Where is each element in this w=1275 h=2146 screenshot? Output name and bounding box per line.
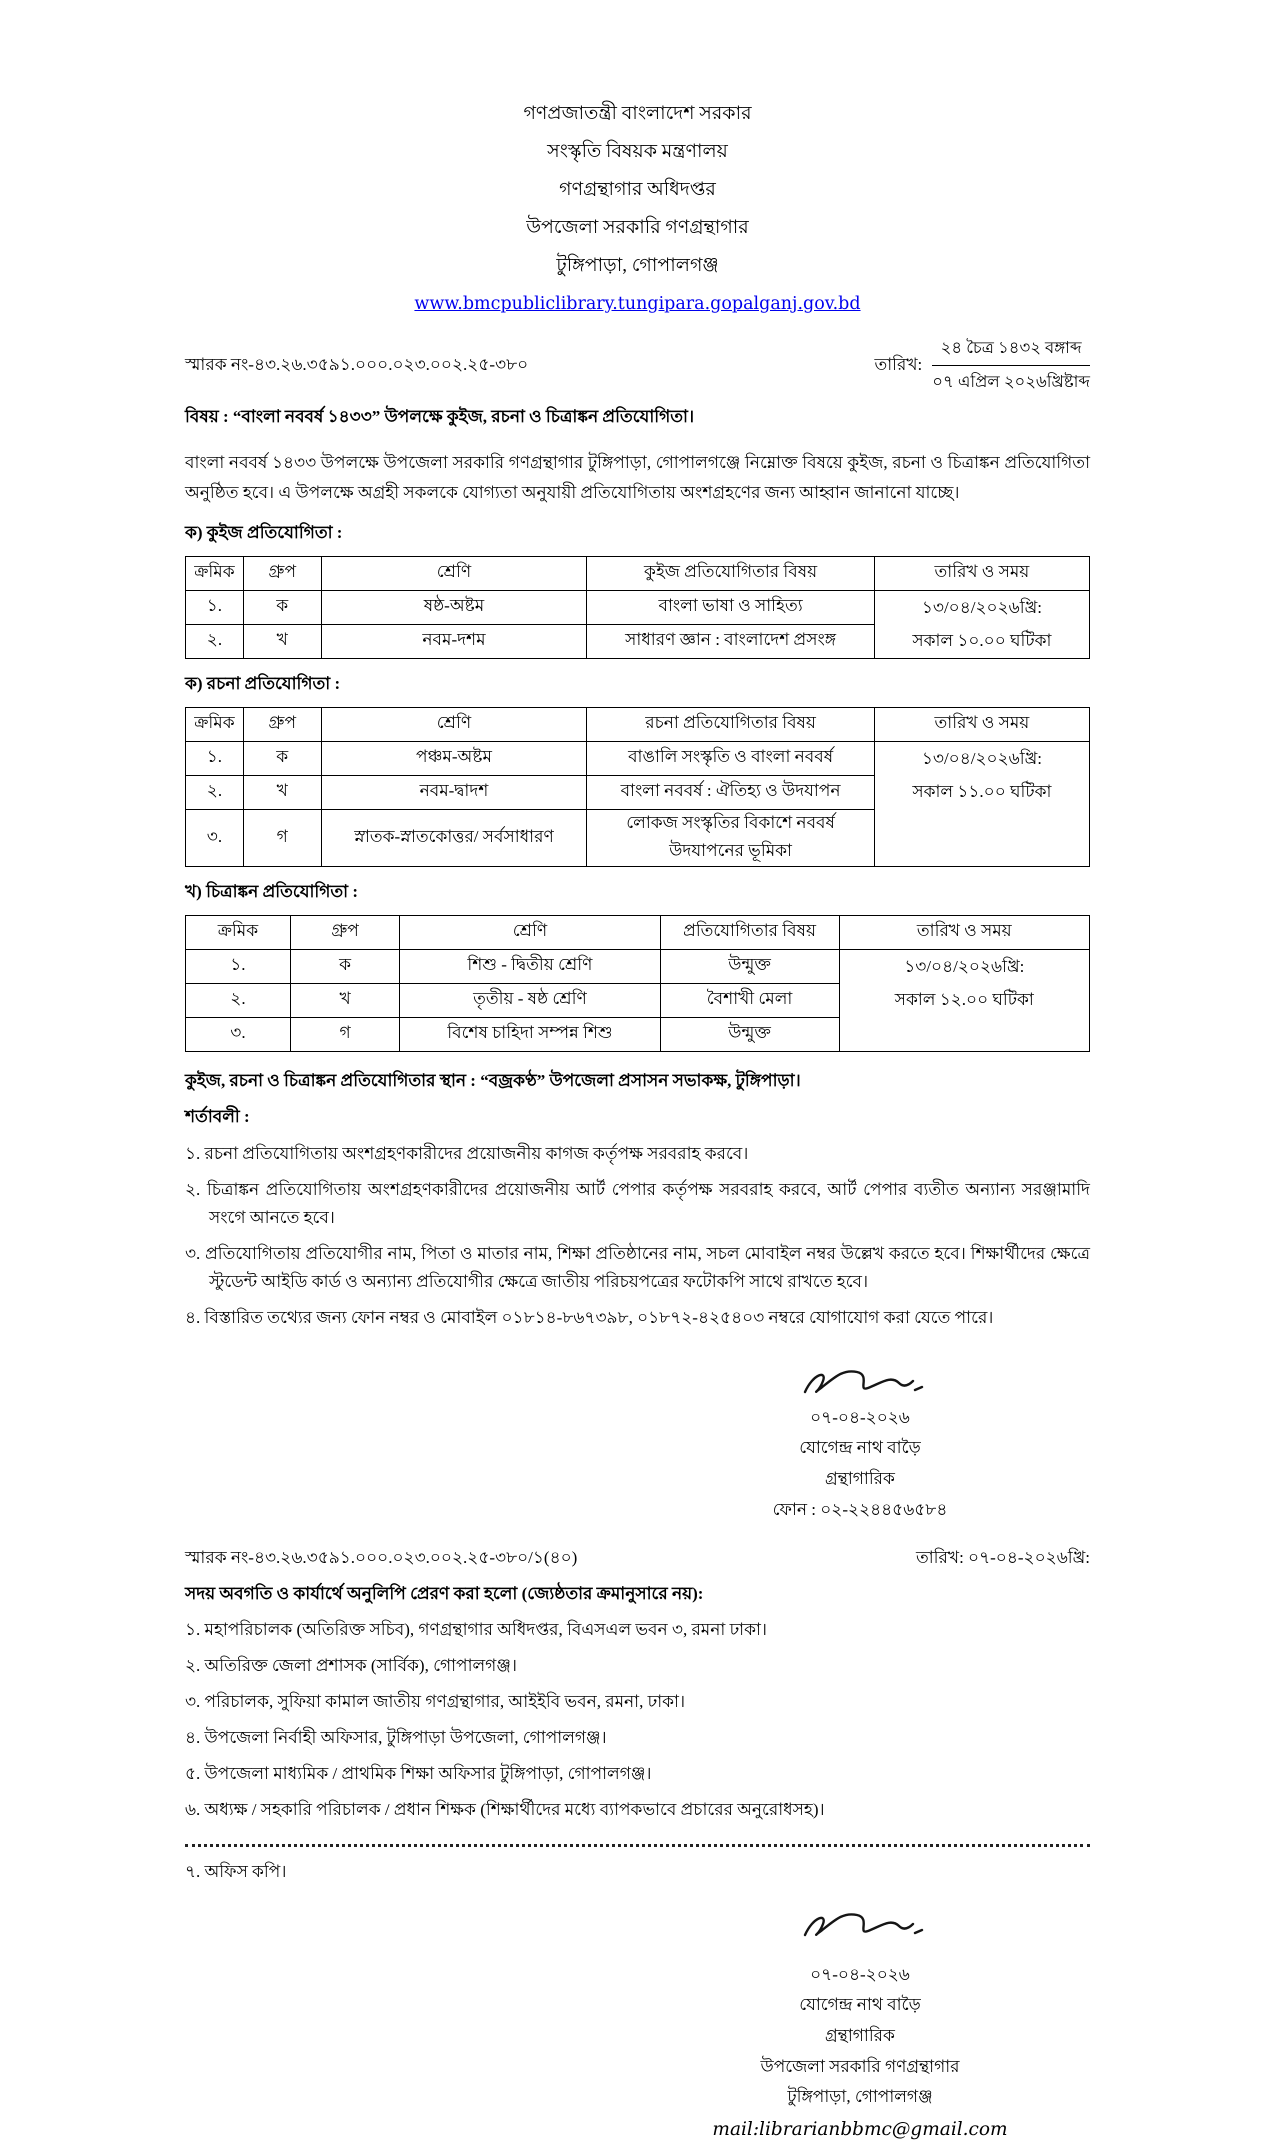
signatory-title: গ্রন্থাগারিক [825, 1468, 895, 1488]
signatory-phone: ফোন : ০২-২২৪৪৫৬৫৮৪ [772, 1499, 948, 1519]
library-location: টুঙ্গিপাড়া, গোপালগঞ্জ [556, 255, 719, 276]
ministry-name: সংস্কৃতি বিষয়ক মন্ত্রণালয় [547, 141, 728, 162]
signature-image [795, 1362, 925, 1406]
time-line: সকাল ১১.০০ ঘটিকা [912, 781, 1052, 801]
cell-serial: ৩. [186, 1017, 291, 1051]
cell-group: ক [290, 949, 399, 983]
memo-number: স্মারক নং-৪৩.২৬.৩৫৯১.০০০.০২৩.০০২.২৫-৩৮০ [185, 354, 529, 374]
website-link[interactable]: www.bmcpubliclibrary.tungipara.gopalganj.gov.bd [414, 294, 861, 314]
cell-topic: বাঙালি সংস্কৃতি ও বাংলা নববর্ষ [587, 741, 874, 775]
cell-serial: ২. [186, 983, 291, 1017]
cell-serial: ১. [186, 590, 244, 624]
table-row [186, 741, 1090, 775]
subject-line: বিষয় : “বাংলা নববর্ষ ১৪৩৩” উপলক্ষে কুইজ, রচনা ও চিত্রাঙ্কন প্রতিযোগিতা। [185, 407, 695, 426]
time-line: সকাল ১০.০০ ঘটিকা [912, 630, 1052, 650]
col-header-serial: ক্রমিক [186, 556, 244, 590]
cell-group: খ [290, 983, 399, 1017]
col-header-datetime: তারিখ ও সময় [874, 707, 1089, 741]
cell-topic: বাংলা নববর্ষ : ঐতিহ্য ও উদযাপন [587, 775, 874, 809]
signatory-org: উপজেলা সরকারি গণগ্রন্থাগার [760, 2056, 960, 2076]
date-bangla: ২৪ চৈত্র ১৪৩২ বঙ্গাব্দ [932, 335, 1090, 366]
cell-class: নবম-দ্বাদশ [321, 775, 587, 809]
date-line: ১৩/০৪/২০২৬খ্রি: [921, 597, 1042, 617]
cell-serial: ২. [186, 624, 244, 658]
cell-class: ষষ্ঠ-অষ্টম [321, 590, 587, 624]
cell-group: খ [243, 624, 321, 658]
section-title-quiz: ক) কুইজ প্রতিযোগিতা : [185, 522, 343, 542]
signatory-name: যোগেন্দ্র নাথ বাড়ৈ [799, 1995, 921, 2015]
section-title-drawing: খ) চিত্রাঙ্কন প্রতিযোগিতা : [185, 881, 359, 901]
col-header-group: গ্রুপ [243, 556, 321, 590]
term-item-4: ৪. বিস্তারিত তথ্যের জন্য ফোন নম্বর ও মোবাইল ০১৮১৪-৮৬৭৩৯৮, ০১৮৭২-৪২৫৪০৩ নম্বরে যোগাযোগ করা যেতে পারে। [185, 1307, 994, 1327]
govt-title: গণপ্রজাতন্ত্রী বাংলাদেশ সরকার [523, 103, 752, 124]
cell-datetime [874, 590, 1089, 658]
cell-topic: উন্মুক্ত [660, 949, 839, 983]
distribution-intro: সদয় অবগতি ও কার্যার্থে অনুলিপি প্রেরণ করা হলো (জ্যেষ্ঠতার ক্রমানুসারে নয়): [185, 1584, 704, 1604]
table-header-row [186, 707, 1090, 741]
signatory-email: mail:librarianbbmc@gmail.com [712, 2118, 1008, 2140]
date-fraction [932, 335, 1090, 396]
cell-group: ক [243, 741, 321, 775]
essay-table [185, 707, 1090, 867]
col-header-datetime: তারিখ ও সময় [839, 915, 1089, 949]
venue-line: কুইজ, রচনা ও চিত্রাঙ্কন প্রতিযোগিতার স্থান : “বজ্রকণ্ঠ” উপজেলা প্রসাসন সভাকক্ষ, টুঙ্গিপাড়া। [185, 1070, 801, 1090]
cell-topic: লোকজ সংস্কৃতির বিকাশে নববর্ষ উদযাপনের ভূমিকা [587, 809, 874, 866]
date-block [874, 335, 1090, 396]
date-label: তারিখ: [874, 354, 923, 374]
cell-group: ক [243, 590, 321, 624]
term-item-2: ২. চিত্রাঙ্কন প্রতিযোগিতায় অংশগ্রহণকারীদের প্রয়োজনীয় আর্ট পেপার কর্তৃপক্ষ সরবরাহ করবে, আর্ট পেপার ব্যতীত অন্যান্য সরঞ্জামাদি সংগে আনতে হবে। [185, 1179, 1090, 1227]
col-header-serial: ক্রমিক [186, 915, 291, 949]
time-line: সকাল ১২.০০ ঘটিকা [894, 989, 1034, 1009]
memo-line-1 [185, 335, 1090, 396]
col-header-class: শ্রেণি [321, 556, 587, 590]
quiz-table [185, 556, 1090, 659]
drawing-table [185, 915, 1090, 1052]
cell-topic: সাধারণ জ্ঞান : বাংলাদেশ প্রসংঙ্গ [587, 624, 874, 658]
signatory-place: টুঙ্গিপাড়া, গোপালগঞ্জ [787, 2087, 933, 2107]
cell-topic: বৈশাখী মেলা [660, 983, 839, 1017]
col-header-class: শ্রেণি [321, 707, 587, 741]
cell-class: শিশু - দ্বিতীয় শ্রেণি [400, 949, 660, 983]
distribution-item-1: ১. মহাপরিচালক (অতিরিক্ত সচিব), গণগ্রন্থাগার অধিদপ্তর, বিএসএল ভবন ৩, রমনা ঢাকা। [185, 1620, 768, 1640]
col-header-datetime: তারিখ ও সময় [874, 556, 1089, 590]
directorate-name: গণগ্রন্থাগার অধিদপ্তর [559, 179, 716, 200]
memo-line-2 [185, 1545, 1090, 1573]
letterhead [185, 95, 1090, 323]
signature-block-1 [700, 1362, 1020, 1525]
terms-title: শর্তাবলী : [185, 1106, 250, 1126]
col-header-group: গ্রুপ [290, 915, 399, 949]
cell-class: তৃতীয় - ষষ্ঠ শ্রেণি [400, 983, 660, 1017]
signature-block-2 [680, 1905, 1040, 2146]
cell-group: খ [243, 775, 321, 809]
table-header-row [186, 915, 1090, 949]
cell-serial: ৩. [186, 809, 244, 866]
cell-topic: বাংলা ভাষা ও সাহিত্য [587, 590, 874, 624]
cell-class: পঞ্চম-অষ্টম [321, 741, 587, 775]
distribution-item-3: ৩. পরিচালক, সুফিয়া কামাল জাতীয় গণগ্রন্থাগার, আইইবি ভবন, রমনা, ঢাকা। [185, 1692, 686, 1712]
cell-topic: উন্মুক্ত [660, 1017, 839, 1051]
col-header-group: গ্রুপ [243, 707, 321, 741]
col-header-topic: প্রতিযোগিতার বিষয় [660, 915, 839, 949]
cell-class: নবম-দশম [321, 624, 587, 658]
cell-serial: ১. [186, 949, 291, 983]
memo-number-2: স্মারক নং-৪৩.২৬.৩৫৯১.০০০.০২৩.০০২.২৫-৩৮০/১(৪০) [185, 1548, 578, 1568]
distribution-item-5: ৫. উপজেলা মাধ্যমিক / প্রাথমিক শিক্ষা অফিসার টুঙ্গিপাড়া, গোপালগঞ্জ। [185, 1764, 652, 1784]
cell-class: বিশেষ চাহিদা সম্পন্ন শিশু [400, 1017, 660, 1051]
date-line: ১৩/০৪/২০২৬খ্রি: [904, 956, 1025, 976]
signature-date: ০৭-০৪-২০২৬ [810, 1964, 910, 1984]
date-line: ১৩/০৪/২০২৬খ্রি: [921, 748, 1042, 768]
cell-serial: ১. [186, 741, 244, 775]
cell-group: গ [290, 1017, 399, 1051]
distribution-item-6: ৬. অধ্যক্ষ / সহকারি পরিচালক / প্রধান শিক্ষক (শিক্ষার্থীদের মধ্যে ব্যাপকভাবে প্রচারের অনুরোধসহ)। [185, 1800, 825, 1820]
cell-group: গ [243, 809, 321, 866]
signatory-name: যোগেন্দ্র নাথ বাড়ৈ [799, 1438, 921, 1458]
office-copy-line: ৭. অফিস কপি। [185, 1862, 287, 1882]
signature-image [795, 1905, 925, 1949]
signatory-title: গ্রন্থাগারিক [825, 2025, 895, 2045]
col-header-topic: কুইজ প্রতিযোগিতার বিষয় [587, 556, 874, 590]
cell-serial: ২. [186, 775, 244, 809]
intro-paragraph: বাংলা নববর্ষ ১৪৩৩ উপলক্ষে উপজেলা সরকারি গণগ্রন্থাগার টুঙ্গিপাড়া, গোপালগঞ্জে নিম্নোক্ত বিষয়ে কুইজ, রচনা ও চিত্রাঙ্কন প্রতিযোগিতা অনুষ্ঠিত হবে। এ উপলক্ষে অগ্রহী সকলকে যোগ্যতা অনুযায়ী প্রতিযোগিতায় অংশগ্রহণের জন্য আহ্বান জানানো যাচ্ছে। [185, 453, 1090, 502]
table-row [186, 590, 1090, 624]
distribution-item-4: ৪. উপজেলা নির্বাহী অফিসার, টুঙ্গিপাড়া উপজেলা, গোপালগঞ্জ। [185, 1728, 607, 1748]
date-gregorian: ০৭ এপ্রিল ২০২৬খ্রিষ্টাব্দ [932, 372, 1090, 391]
signature-date: ০৭-০৪-২০২৬ [810, 1407, 910, 1427]
memo-date-2: তারিখ: ০৭-০৪-২০২৬খ্রি: [916, 1548, 1090, 1568]
term-item-3: ৩. প্রতিযোগিতায় প্রতিযোগীর নাম, পিতা ও মাতার নাম, শিক্ষা প্রতিষ্ঠানের নাম, সচল মোবাইল নম্বর উল্লেখ করতে হবে। শিক্ষার্থীদের ক্ষেত্রে স্টুডেন্ট আইডি কার্ড ও অন্যান্য প্রতিযোগীর ক্ষেত্রে জাতীয় পরিচয়পত্রের ফটোকপি সাথে রাখতে হবে। [185, 1243, 1090, 1291]
col-header-class: শ্রেণি [400, 915, 660, 949]
col-header-serial: ক্রমিক [186, 707, 244, 741]
col-header-topic: রচনা প্রতিযোগিতার বিষয় [587, 707, 874, 741]
cell-datetime [839, 949, 1089, 1051]
cell-datetime [874, 741, 1089, 866]
dotted-separator [185, 1843, 1090, 1847]
cell-class: স্নাতক-স্নাতকোত্তর/ সর্বসাধারণ [321, 809, 587, 866]
distribution-item-2: ২. অতিরিক্ত জেলা প্রশাসক (সার্বিক), গোপালগঞ্জ। [185, 1656, 517, 1676]
table-row [186, 949, 1090, 983]
section-title-essay: ক) রচনা প্রতিযোগিতা : [185, 673, 341, 693]
library-name: উপজেলা সরকারি গণগ্রন্থাগার [526, 217, 749, 238]
table-header-row [186, 556, 1090, 590]
term-item-1: ১. রচনা প্রতিযোগিতায় অংশগ্রহণকারীদের প্রয়োজনীয় কাগজ কর্তৃপক্ষ সরবরাহ করবে। [185, 1143, 749, 1163]
